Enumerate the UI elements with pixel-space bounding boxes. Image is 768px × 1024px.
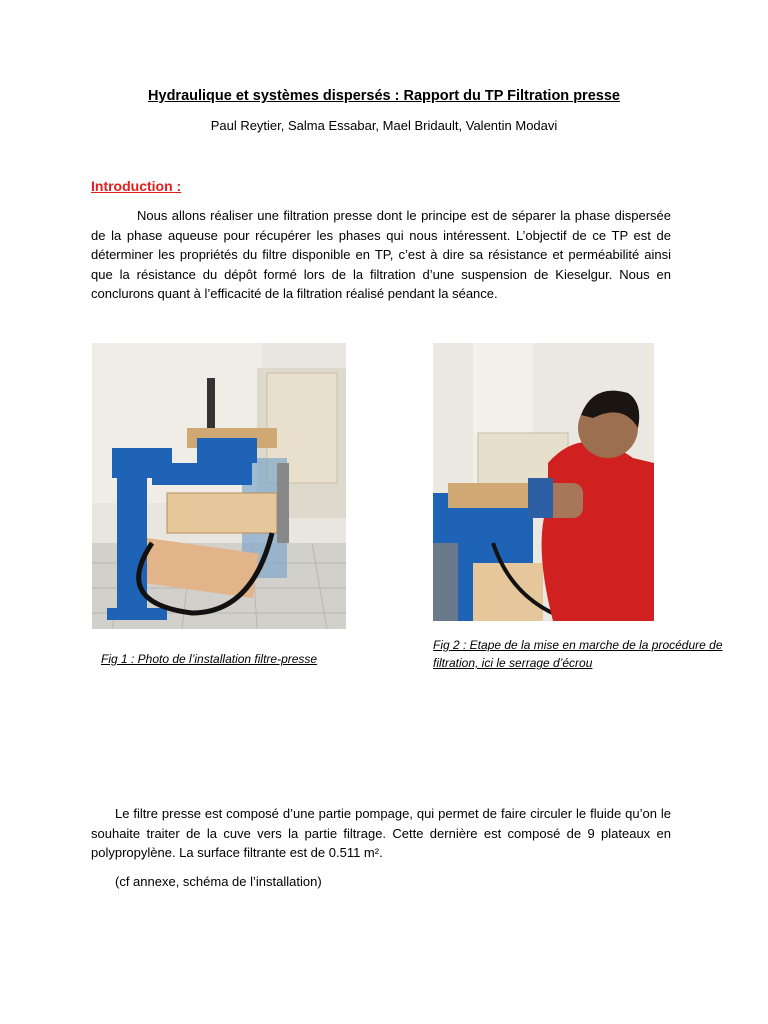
filter-press-photo xyxy=(92,343,346,629)
filter-press-description: Le filtre presse est composé d’une partie pompage, qui permet de faire circuler le fluide qu’on le souhaite traiter de la cuve vers la partie filtrage. Cette dernière est composé de 9 plateaux en polypropylène. La surface filtrante est de 0.511 m². xyxy=(91,806,671,860)
annex-reference: (cf annexe, schéma de l’installation) xyxy=(115,874,322,889)
authors-line: Paul Reytier, Salma Essabar, Mael Bridault, Valentin Modavi xyxy=(210,118,558,133)
figure-2-caption: Fig 2 : Etape de la mise en marche de la procédure de filtration, ici le serrage d’écrou xyxy=(433,638,723,670)
document-title: Hydraulique et systèmes dispersés : Rapport du TP Filtration presse xyxy=(148,88,620,104)
figure-1-caption: Fig 1 : Photo de l’installation filtre-presse xyxy=(101,652,318,666)
introduction-heading: Introduction : xyxy=(91,178,182,194)
operator-tightening-photo xyxy=(433,343,654,621)
introduction-paragraph: Nous allons réaliser une filtration presse dont le principe est de séparer la phase dispersée de la phase aqueuse pour récupérer les phases qui nous intéressent. L’objectif de ce TP est de déterminer les propriétés du filtre disponible en TP, c’est à dire sa résistance et perméabilité ainsi que la résistance du dépôt formé lors de la filtration d’une suspension de Kieselgur. Nous en conclurons quant à l’efficacité de la filtration réalisé pendant la séance. xyxy=(91,208,671,301)
